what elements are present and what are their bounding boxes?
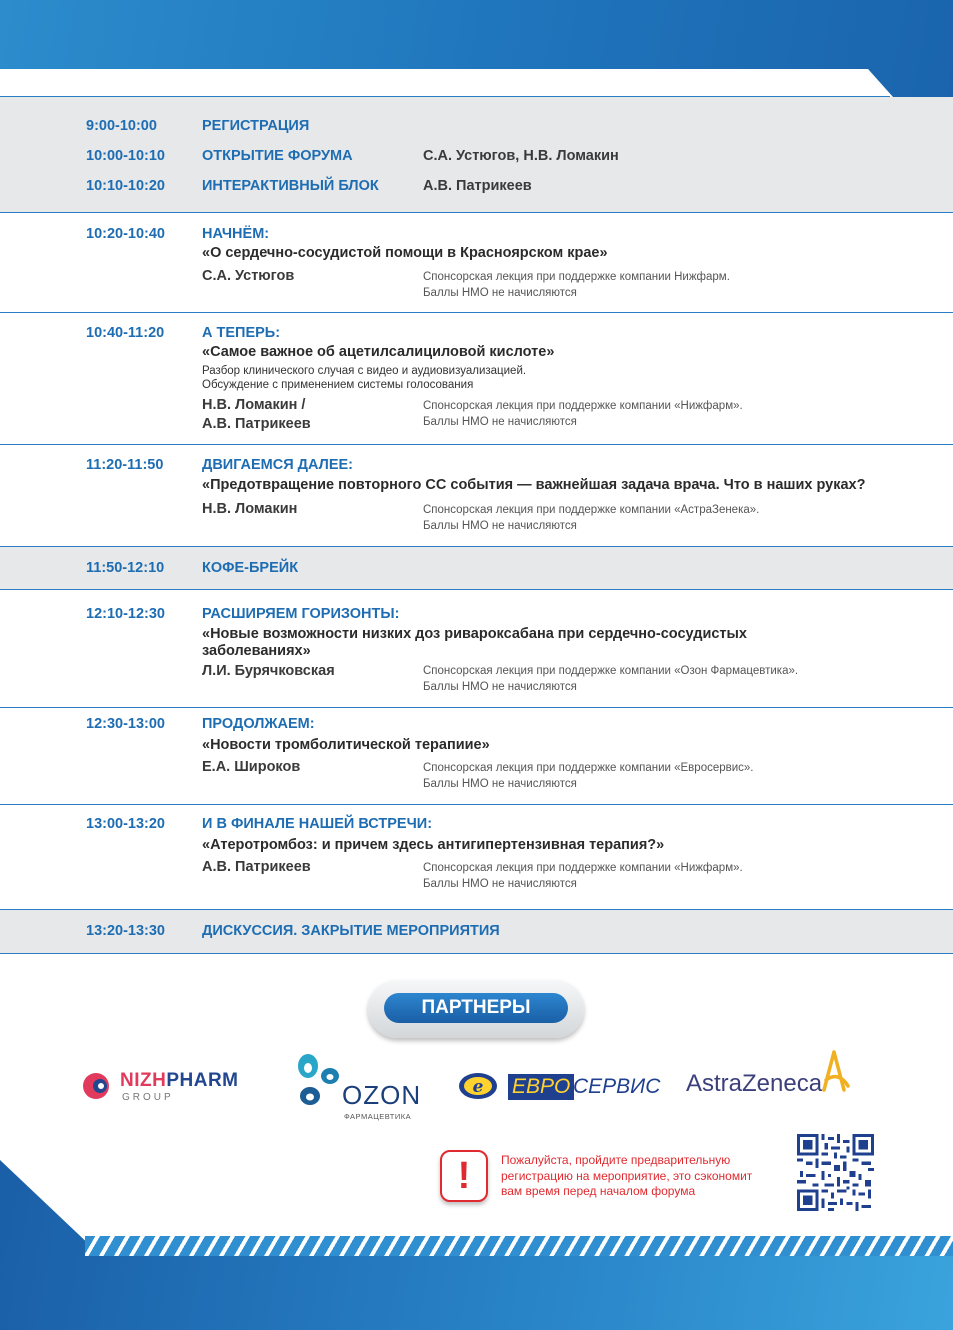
schedule-block-session-2 — [0, 313, 953, 445]
speakers: Н.В. Ломакин / А.В. Патрикеев — [202, 397, 311, 432]
nizhpharm-logo — [82, 1066, 272, 1106]
session-heading: РАСШИРЯЕМ ГОРИЗОНТЫ: — [202, 606, 400, 622]
ozon-wordmark: OZON — [342, 1080, 422, 1110]
time: 11:20-11:50 — [86, 457, 164, 473]
session-heading: НАЧНЁМ: — [202, 226, 270, 242]
euroservice-part1: ЕВРО — [508, 1074, 574, 1100]
session-heading: ПРОДОЛЖАЕМ: — [202, 716, 315, 732]
speakers-opening: С.А. Устюгов, Н.В. Ломакин — [423, 148, 619, 164]
schedule-block-coffee-break — [0, 547, 953, 590]
registration-notice: Пожалуйста, пройдите предварительную регистрацию на мероприятие, это сэкономит вам время перед началом форума — [501, 1153, 753, 1198]
astrazeneca-logo — [686, 1050, 866, 1100]
session-heading: ДИСКУССИЯ. ЗАКРЫТИЕ МЕРОПРИЯТИЯ — [202, 923, 500, 939]
ozon-logo — [294, 1052, 434, 1126]
speaker: Н.В. Ломакин — [202, 501, 298, 517]
schedule-block-session-6 — [0, 805, 953, 910]
qr-code[interactable] — [797, 1134, 874, 1211]
svg-text:e: e — [472, 1077, 484, 1097]
sponsor-note: Спонсорская лекция при поддержке компании «Озон Фармацевтика». Баллы НМО не начисляются — [423, 665, 799, 693]
time: 10:20-10:40 — [86, 226, 165, 242]
session-title: «Самое важное об ацетилсалициловой кислоте» — [202, 344, 555, 360]
sponsor-note: Спонсорская лекция при поддержке компании «Евросервис». Баллы НМО не начисляются — [423, 762, 754, 790]
speakers-interactive: А.В. Патрикеев — [423, 178, 532, 194]
sponsor-note: Спонсорская лекция при поддержке компании «Нижфарм». Баллы НМО не начисляются — [423, 862, 743, 890]
nizhpharm-mark-icon — [82, 1072, 110, 1100]
title-opening: ОТКРЫТИЕ ФОРУМА — [202, 148, 353, 164]
partners-label: ПАРТНЕРЫ — [384, 993, 568, 1023]
session-title: «Новости тромболитической терапиие» — [202, 737, 490, 753]
time: 12:10-12:30 — [86, 606, 165, 622]
session-heading: КОФЕ-БРЕЙК — [202, 560, 299, 576]
session-title: «О сердечно-сосудистой помощи в Красноярском крае» — [202, 245, 608, 261]
schedule-block-session-5 — [0, 708, 953, 805]
session-title: «Предотвращение повторного СС события — важнейшая задача врача. Что в наших руках? — [202, 477, 866, 493]
euroservice-logo — [458, 1068, 661, 1108]
time-opening: 10:00-10:10 — [86, 148, 165, 164]
speaker: А.В. Патрикеев — [202, 859, 311, 875]
nizhpharm-wordmark: NIZHPHARM — [120, 1070, 239, 1091]
ozon-mark-icon — [294, 1052, 344, 1112]
time-interactive: 10:10-10:20 — [86, 178, 165, 194]
sponsor-note: Спонсорская лекция при поддержке компании «Нижфарм». Баллы НМО не начисляются — [423, 400, 743, 428]
time: 13:00-13:20 — [86, 816, 165, 832]
time: 11:50-12:10 — [86, 560, 165, 576]
schedule-block-session-1 — [0, 213, 953, 313]
time-registration: 9:00-10:00 — [86, 118, 157, 134]
ozon-sub: ФАРМАЦЕВТИКА — [344, 1112, 412, 1121]
session-heading: А ТЕПЕРЬ: — [202, 325, 281, 341]
session-title: «Новые возможности низких доз ривароксабана при сердечно-сосудистых заболеваниях» — [202, 626, 747, 659]
session-heading: И В ФИНАЛЕ НАШЕЙ ВСТРЕЧИ: — [202, 816, 433, 832]
session-heading: ДВИГАЕМСЯ ДАЛЕЕ: — [202, 457, 353, 473]
speaker: С.А. Устюгов — [202, 268, 295, 284]
astrazeneca-wordmark: AstraZeneca — [686, 1070, 823, 1097]
schedule-block-closing — [0, 910, 953, 954]
time: 10:40-11:20 — [86, 325, 165, 341]
footer-stripes — [85, 1236, 953, 1256]
schedule-block-session-3 — [0, 445, 953, 547]
speaker: Л.И. Бурячковская — [202, 663, 335, 679]
sponsor-note: Спонсорская лекция при поддержке компании Нижфарм. Баллы НМО не начисляются — [423, 271, 730, 299]
warning-icon: ! — [440, 1150, 488, 1202]
schedule-block-intro — [0, 97, 953, 213]
time: 12:30-13:00 — [86, 716, 165, 732]
euroservice-mark-icon — [458, 1072, 498, 1100]
session-title: «Атеротромбоз: и причем здесь антигипертензивная терапия?» — [202, 837, 665, 853]
nizhpharm-sub: GROUP — [122, 1092, 174, 1103]
title-registration: РЕГИСТРАЦИЯ — [202, 118, 310, 134]
title-interactive: ИНТЕРАКТИВНЫЙ БЛОК — [202, 178, 379, 194]
partners-badge — [368, 980, 584, 1038]
sponsor-note: Спонсорская лекция при поддержке компании «АстраЗенека». Баллы НМО не начисляются — [423, 504, 760, 532]
time: 13:20-13:30 — [86, 923, 165, 939]
euroservice-part2: СЕРВИС — [573, 1075, 661, 1098]
session-description: Разбор клинического случая с видео и аудиовизуализацией. Обсуждение с применением системы голосования — [202, 365, 527, 391]
astrazeneca-mark-icon — [820, 1050, 850, 1096]
schedule-block-session-4 — [0, 590, 953, 708]
speaker: Е.А. Широков — [202, 759, 301, 775]
